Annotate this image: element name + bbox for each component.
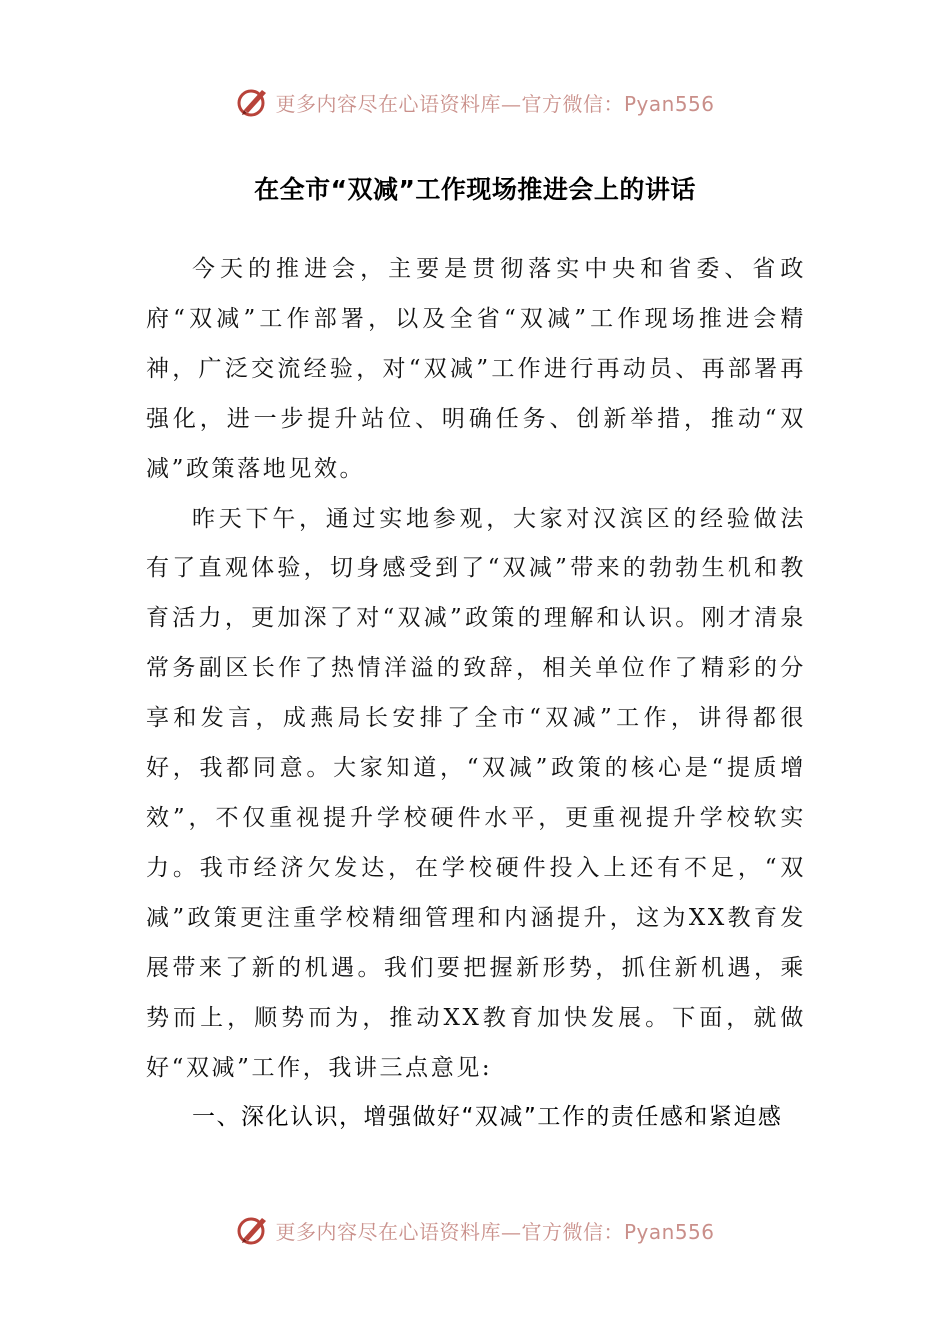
section-heading-1: 一、深化认识，增强做好“双减”工作的责任感和紧迫感 <box>192 1104 783 1131</box>
document-body <box>146 245 806 1143</box>
watermark-wechat-id: Pyan556 <box>623 91 715 116</box>
watermark-text: 更多内容尽在心语资料库—官方微信：Pyan556 <box>275 91 715 116</box>
header-watermark <box>0 80 950 124</box>
watermark-wechat-id: Pyan556 <box>623 1219 715 1244</box>
pen-circle-icon <box>235 1212 271 1248</box>
paragraph-2: 昨天下午，通过实地参观，大家对汉滨区的经验做法有了直观体验，切身感受到了“双减”带来的勃勃生机和教育活力，更加深了对“双减”政策的理解和认识。刚才清泉常务副区长作了热情洋溢的致辞，相关单位作了精彩的分享和发言，成燕局长安排了全市“双减”工作，讲得都很好，我都同意。大家知道，“双减”政策的核心是“提质增效”，不仅重视提升学校硬件水平，更重视提升学校软实力。我市经济欠发达，在学校硬件投入上还有不足，“双减”政策更注重学校精细管理和内涵提升，这为XX教育发展带来了新的机遇。我们要把握新形势，抓住新机遇，乘势而上，顺势而为，推动XX教育加快发展。下面，就做好“双减”工作，我讲三点意见: <box>146 505 806 1081</box>
pen-circle-icon <box>235 84 271 120</box>
document-title: 在全市“双减”工作现场推进会上的讲话 <box>254 175 696 204</box>
footer-watermark <box>0 1208 950 1252</box>
paragraph-1: 今天的推进会，主要是贯彻落实中央和省委、省政府“双减”工作部署，以及全省“双减”工作现场推进会精神，广泛交流经验，对“双减”工作进行再动员、再部署再强化，进一步提升站位、明确任务、创新举措，推动“双减”政策落地见效。 <box>146 256 806 482</box>
watermark-text: 更多内容尽在心语资料库—官方微信：Pyan556 <box>275 1219 715 1244</box>
